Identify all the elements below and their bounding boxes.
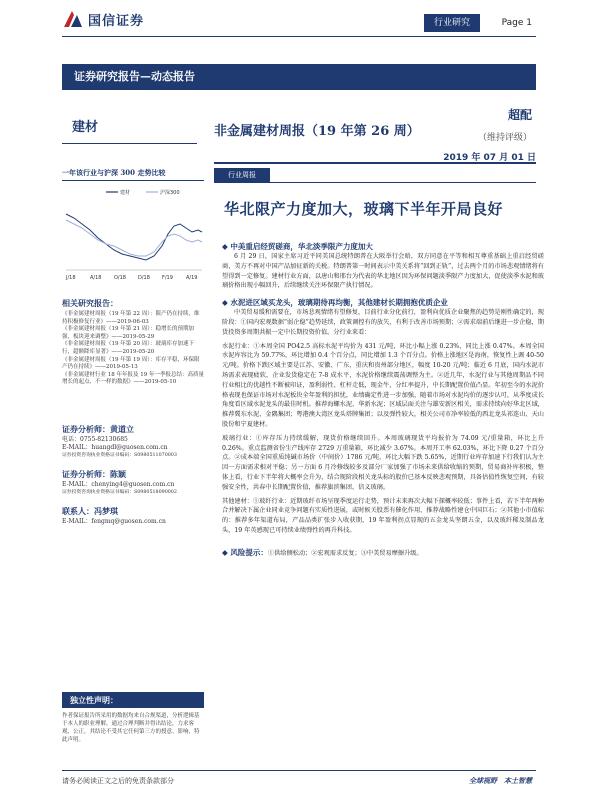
analyst-role: 证券分析师： [62, 468, 110, 479]
body-paragraph: 中美贸易缓和需要在，市场悲观情绪有望修复，目前行业分化前行，盈利向优质企业聚焦的趋势是刚性确定的，现阶段：①国内宏观数据“弱企稳”趋势延续，政策调控有的放矢，有利于改善市场预期；②需求端前后继进一步企稳，期货投资多周期共振一定中长期投资价值。分行业来看： [222, 309, 544, 336]
analyst-role: 证券分析师： [62, 423, 110, 434]
risk-section [222, 540, 544, 559]
page-number: Page 1 [501, 18, 532, 28]
left-sidebar [62, 168, 204, 526]
footer-slogan: 全球视野 本土智慧 [469, 776, 532, 785]
analyst-entry [62, 462, 204, 497]
section-divider [214, 182, 536, 183]
sector-label: 建材 [62, 96, 197, 144]
footer-divider [62, 770, 536, 771]
tick-label: A/18 [90, 275, 102, 281]
report-type-banner: 证券研究报告—动态报告 [62, 64, 536, 90]
analyst-email[interactable]: E-MAIL：chenying4@guosen.com.cn [62, 480, 175, 488]
company-name: 国信证券 [88, 13, 145, 29]
contact-entry [62, 499, 204, 526]
related-item[interactable]: 《非金属建材周报（19 年第 19 周）：库存平稳，环保限产仍在持续》——2019-05-13 [62, 356, 200, 371]
analyst-cert: 证券投资咨询执业资格证书编码：S0980511070003 [62, 452, 177, 458]
legend-index: 沪深300 [160, 190, 180, 196]
x-tick-labels [65, 275, 197, 281]
company-logo [62, 8, 152, 30]
analyst-cert: 证券投资咨询执业资格证书编码：S0980518090002 [62, 489, 177, 495]
related-item[interactable]: 《非金属建材周报（19 年第 21 周）：稳增长的预期加强，板块迎来调整》——2019-05-29 [62, 326, 194, 340]
headline: 华北限产力度加大，玻璃下半年开局良好 [224, 200, 504, 218]
header-category-tag: 行业研究 [424, 14, 480, 32]
independence-heading: 独立性声明： [62, 692, 204, 708]
report-date: 2019 年 07 月 01 日 [214, 150, 536, 164]
related-research-list [62, 311, 204, 387]
logo-mark-icon [62, 9, 84, 29]
tick-label: J/18 [66, 275, 76, 281]
header-divider [62, 36, 536, 37]
tick-label: O/18 [114, 275, 126, 281]
contact-role: 联系人： [62, 505, 94, 516]
tick-label: A/19 [186, 275, 198, 281]
performance-chart [62, 184, 204, 284]
analyst-block [62, 417, 204, 526]
bullet-heading: ◆ 中美重启经贸磋商，华北淡季限产力度加大 [222, 241, 544, 252]
independence-text: 作者保证报告所采用的数据均来自合规渠道，分析逻辑基于本人的职业理解，通过合理判断并得出结论，力求客观、公正，其结论不受其它任何第三方的授意、影响，特此声明。 [62, 713, 200, 743]
tick-label: D/18 [138, 275, 150, 281]
footer-disclaimer: 请务必阅读正文之后的免责条款部分 [62, 777, 174, 785]
contact-email[interactable]: E-MAIL：fengmq@guosen.com.cn [62, 517, 166, 525]
related-item[interactable]: 《非金属建材周报（19 年第 22 周）：限产仍在持续，维持积极修复行业》——2019-06-03 [62, 311, 200, 325]
glass-section: 玻璃行业：①库存压力持续缓解，现货价格继续回升。本周玻璃现货平均报价为 74.09 元/重量箱，环比上升 0.26%。重点监测省份生产线库存 2729 万重量箱，环比减少 3.67%。本周开工率 62.03%，环比下降 0.27 个百分点。②成本端全国重质纯碱市场价（中间价）1786 元/吨，环比大幅下跌 5.65%，近期行业库存加速下行我们认为主因一方面需求相对平稳；另一方面 6 月冷修线较多及部分厂家加强了市场未来供给收缩的预期，贸易商补库积极，整体上看，行业下半年将大概率会升为，结合现阶段相关龙头标的股价已基本反映悲观预期，具备估值性恢复空间，有较强安全性，共春中长期配置价值，推荐旗滨集团、信义玻璃。 [222, 434, 544, 491]
other-materials-section: 其他建材：①玻纤行业：近期玻纤市场呈现季度运行走势，预计未来再次大幅下探概率较低；事件上看，若下半年两种合并解决下属企业同业竞争问题有实质性进展，或时候关股票有催化作用，推荐战略性建仓中国巨石；②其他小市值标的：推荐多年渠道布局，产品品类扩张步入收获期，19 年盈利拐点显现的五金龙头坚朗五金，以及玻纤稀及制品龙头，19 年英感现已可持续业绩弹性的再升科技。 [222, 497, 544, 534]
chart-legend [106, 189, 180, 196]
analyst-email[interactable]: E-MAIL：huangdl@guosen.com.cn [62, 443, 168, 451]
analyst-entry [62, 417, 204, 460]
analyst-phone: 电话：0755-82130685 [62, 435, 128, 443]
rating-note: （维持评级） [477, 133, 532, 143]
report-title: 非金属建材周报（19 年第 26 周） [214, 124, 420, 139]
tick-label: F/19 [162, 275, 173, 281]
related-item[interactable]: 《非金属建材行业 18 年年报及 19 年一季报总结：高质量增长的起点、不一样的数据》——2019-05-10 [62, 371, 204, 386]
report-category-tag: 行业周报 [214, 168, 270, 182]
analyst-name: 黄道立 [110, 423, 134, 434]
risk-heading: ◆ 风险提示： [222, 548, 268, 557]
bullet-heading: ◆ 水泥进区域买龙头，玻璃期待再均衡，其他建材长期拥抱优质企业 [222, 297, 544, 308]
contact-name: 冯梦琪 [94, 505, 118, 516]
body-paragraph: 6 月 29 日，国家主席习近平同美国总统特朗普在大阪举行会晤，双方同意在平等和相互尊重基础上重启经贸磋商，美方不再对中国产品加征新的关税。特朗普第一时间表示中美关系将“回到正轨”，过去两个月的市场悲观情绪将有望得到一定修复。建材行业方面，以唐山和邢台为代表的华北地区因为环保问题淡季限产力度加大，促使淡季水泥和玻璃价格出现小幅回升，后续继续关注环保限产执行情况。 [222, 253, 544, 290]
risk-text: ①供给侧松动；②宏观需求反复；③中美贸易摩擦升级。 [267, 549, 423, 557]
chart-title: 一年该行业与沪深 300 走势比较 [62, 168, 204, 181]
cement-section: 水泥行业：①本周全国 PO42.5 高标水泥平均价为 431 元/吨，环比小幅上涨 0.23%，同比上涨 0.47%。本周全国水泥库容比为 59.77%，环比增加 0.4 个百分点，同比增加 1.3 个百分点。价格上涨地区是海南，恢复性上调 40-50 元/吨。价格下跌区域主要是江苏、安徽、广东、重庆和贵州部分地区，幅度 10-20 元/吨；临近 6 月底，国内水泥市场需求表现疲软，企业发货稳定在 7-8 成水平，水泥价格继续震荡调整为主。②近几年，水泥行业与其他周期品不同行业相比的优越性不断被印证，盈利弱性、杠杆走低，现金牛，分红率提升，中长期配置价值凸显。年初至今的水泥价格表现也保证市场对水泥板块全年盈利的担忧，业绩确定性进一步加强，随着市场对水泥均价的逐步认可，从季度成长角度看区域水泥龙头的最佳时机。推荐海螺水泥、华新水泥；区域层面关注与雄安新区相关，需求持续向好华北区域，推荐冀东水泥、金隅集团；粤港澳大湾区龙头塔牌集团；以及弹性较大，相关公司市净率较低的西北龙头祁连山、天山股份和宁夏建材。 [222, 342, 544, 428]
report-body [222, 238, 544, 559]
legend-sector: 建材 [120, 190, 131, 196]
related-research-heading: 相关研究报告： [62, 298, 118, 308]
related-item[interactable]: 《非金属建材周报（19 年第 20 周）：玻璃库存加速下行，超额降库显著》——2019-05-20 [62, 341, 194, 355]
analyst-name: 陈颖 [110, 468, 126, 479]
rating-value: 超配 [507, 108, 532, 122]
